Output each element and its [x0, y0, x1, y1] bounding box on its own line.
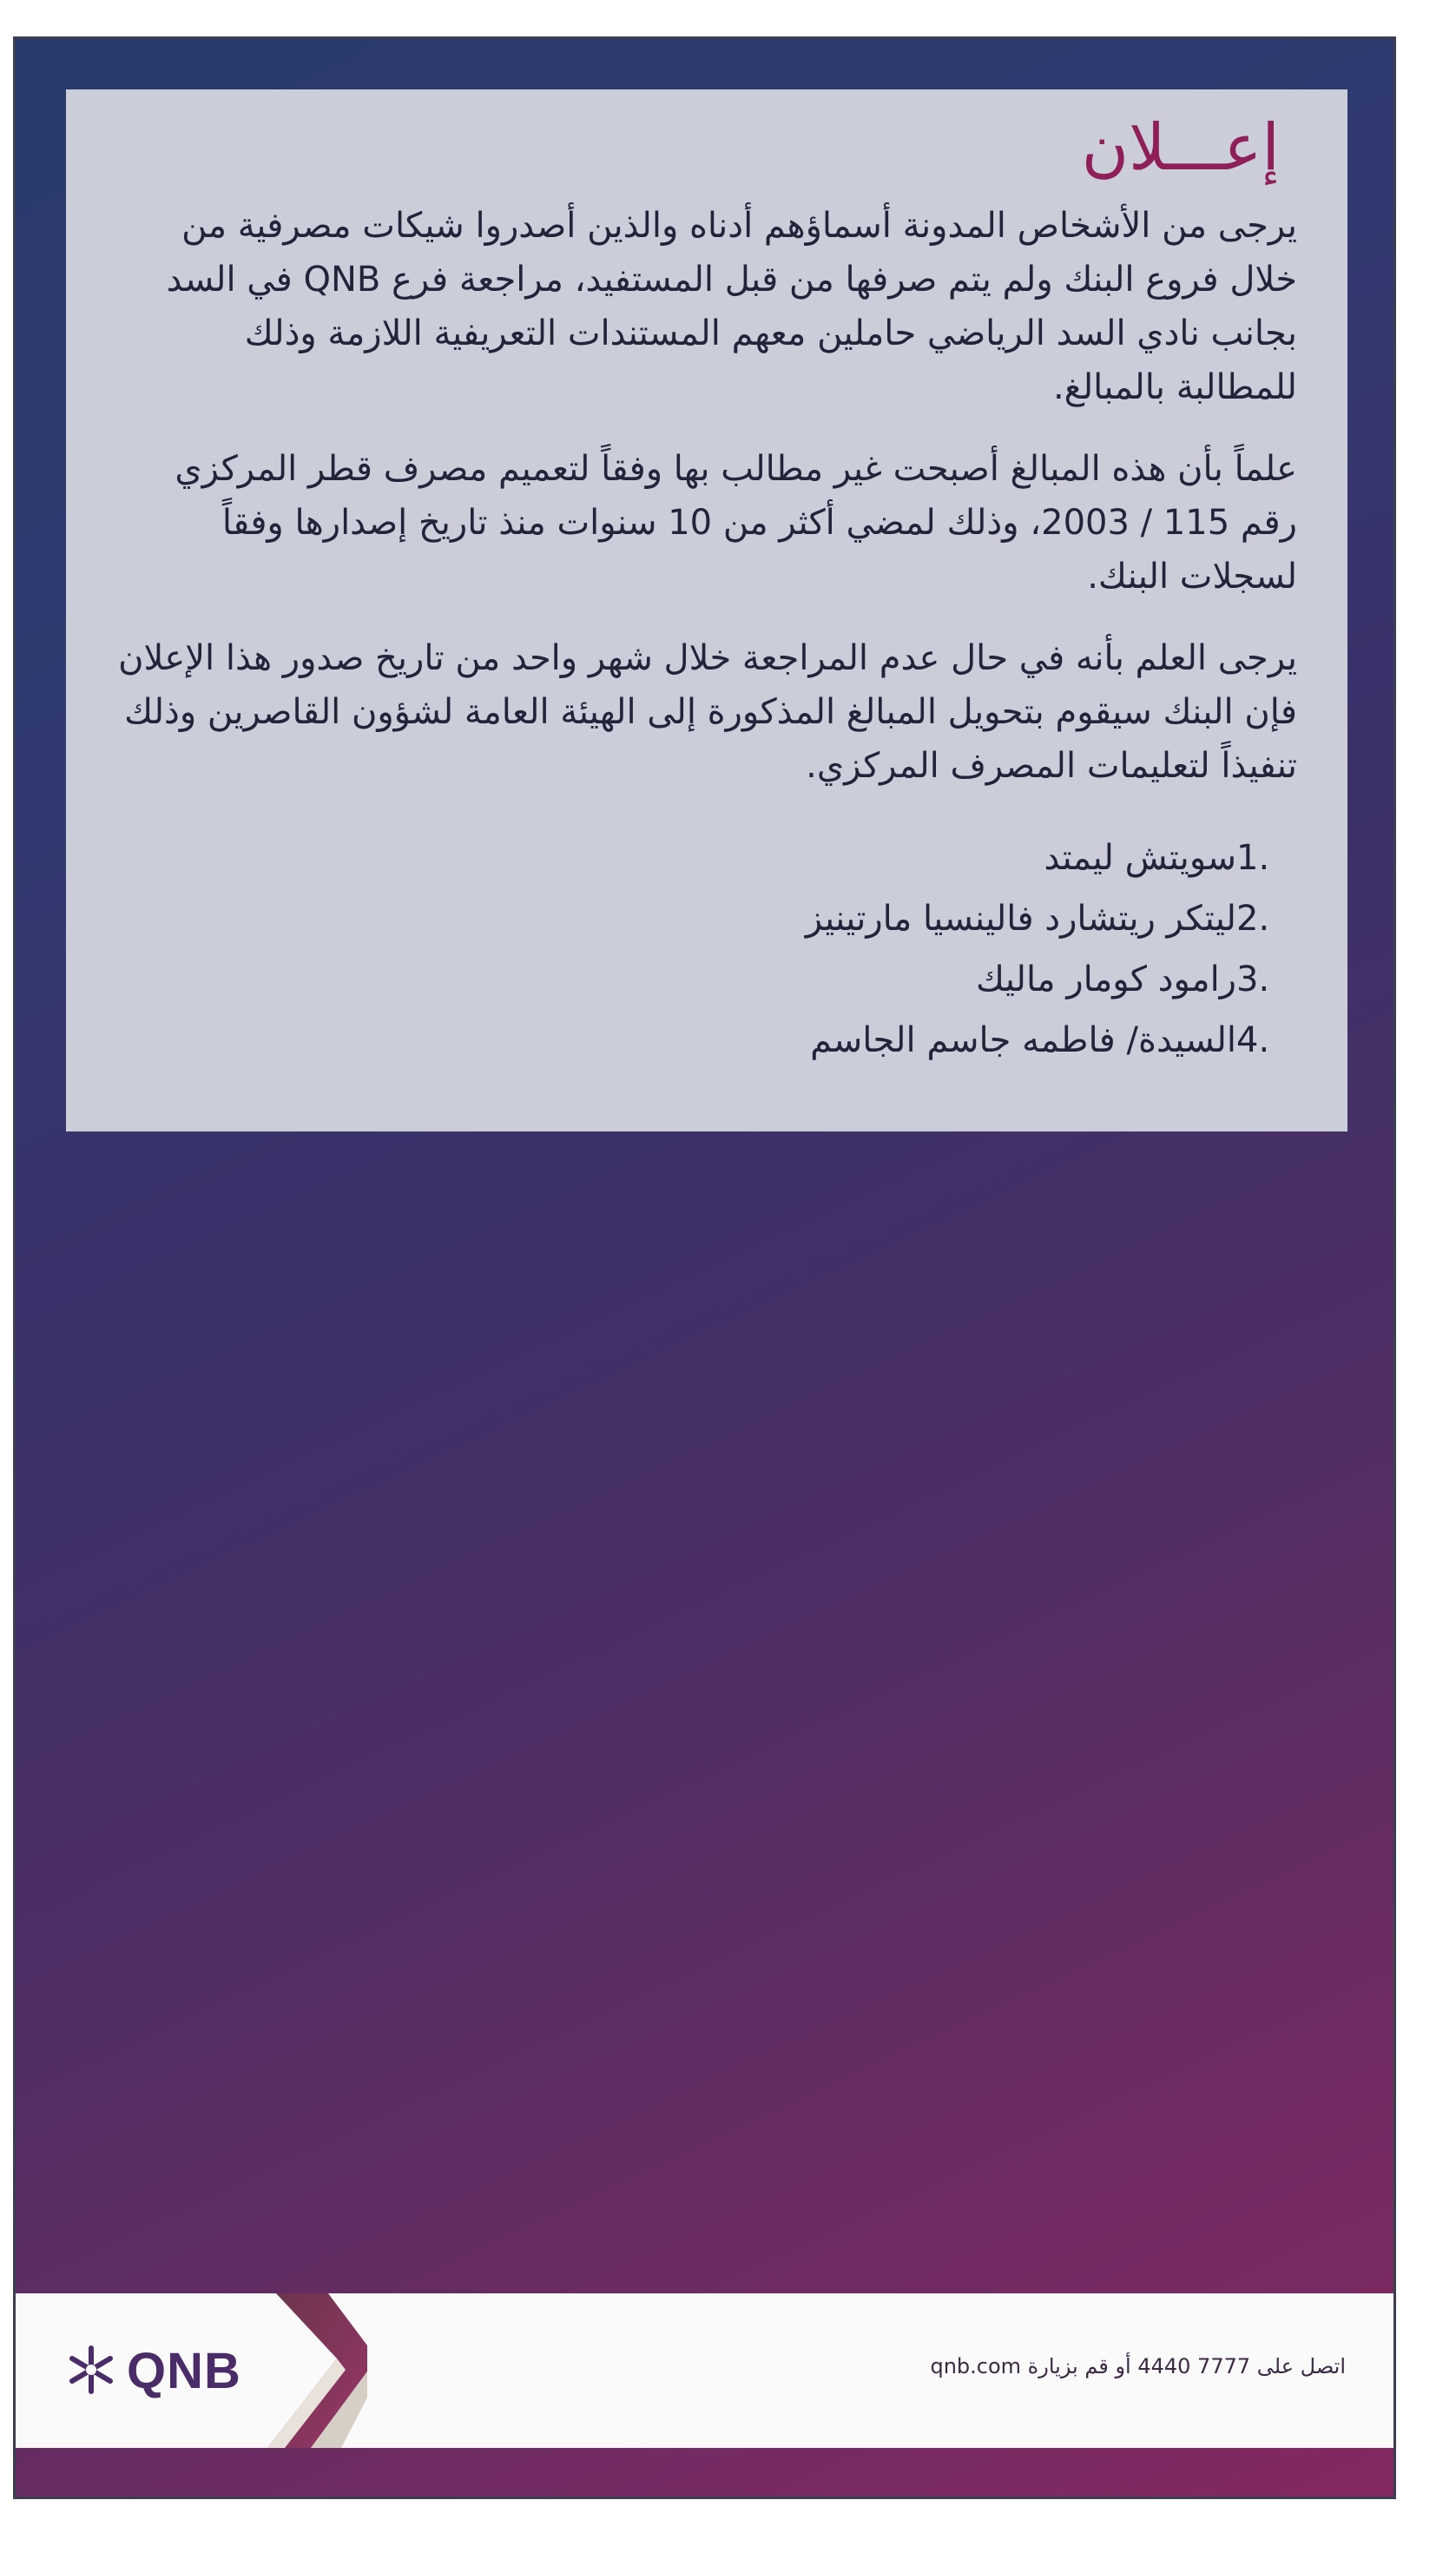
list-item	[116, 1010, 1297, 1071]
list-item	[116, 888, 1297, 949]
notice-paragraph-3: يرجى العلم بأنه في حال عدم المراجعة خلال شهر واحد من تاريخ صدور هذا الإعلان فإن البنك سيقوم بتحويل المبالغ المذكورة إلى الهيئة العامة لشؤون القاصرين وذلك تنفيذاً لتعليمات المصرف المركزي.	[118, 638, 1297, 786]
advertisement	[13, 36, 1396, 2499]
qnb-logo	[64, 2342, 241, 2400]
list-number: 1.	[1236, 838, 1270, 878]
notice-paragraph-1: يرجى من الأشخاص المدونة أسماؤهم أدناه والذين أصدروا شيكات مصرفية من خلال فروع البنك ولم يتم صرفها من قبل المستفيد، مراجعة فرع QNB في السد بجانب نادي السد الرياضي حاملين معهم المستندات التعريفية اللازمة وذلك للمطالبة بالمبالغ.	[166, 206, 1297, 407]
names-list	[116, 828, 1297, 1071]
list-item	[116, 949, 1297, 1010]
list-item	[116, 828, 1297, 888]
notice-panel	[66, 89, 1347, 1131]
list-number: 3.	[1236, 960, 1270, 999]
qnb-snowflake-icon	[64, 2343, 118, 2400]
list-name: ليتكر ريتشارد فالينسيا مارتينيز	[805, 899, 1236, 939]
list-name: رامود كومار ماليك	[976, 960, 1236, 999]
list-name: سويتش ليمتد	[1044, 838, 1236, 878]
footer-bar	[16, 2293, 1393, 2448]
ribbon-graphic	[259, 2293, 380, 2448]
list-name: السيدة/ فاطمه جاسم الجاسم	[810, 1020, 1236, 1060]
list-number: 2.	[1236, 899, 1270, 939]
contact-text: اتصل على 7777 4440 أو قم بزيارة qnb.com	[930, 2354, 1346, 2378]
notice-paragraph-2: علماً بأن هذه المبالغ أصبحت غير مطالب بها وفقاً لتعميم مصرف قطر المركزي رقم 115 / 2003، وذلك لمضي أكثر من 10 سنوات منذ تاريخ إصدارها وفقاً لسجلات البنك.	[175, 449, 1297, 597]
qnb-logo-text: QNB	[127, 2343, 241, 2399]
notice-title: إعـــلان	[1081, 110, 1280, 185]
list-number: 4.	[1236, 1020, 1270, 1060]
